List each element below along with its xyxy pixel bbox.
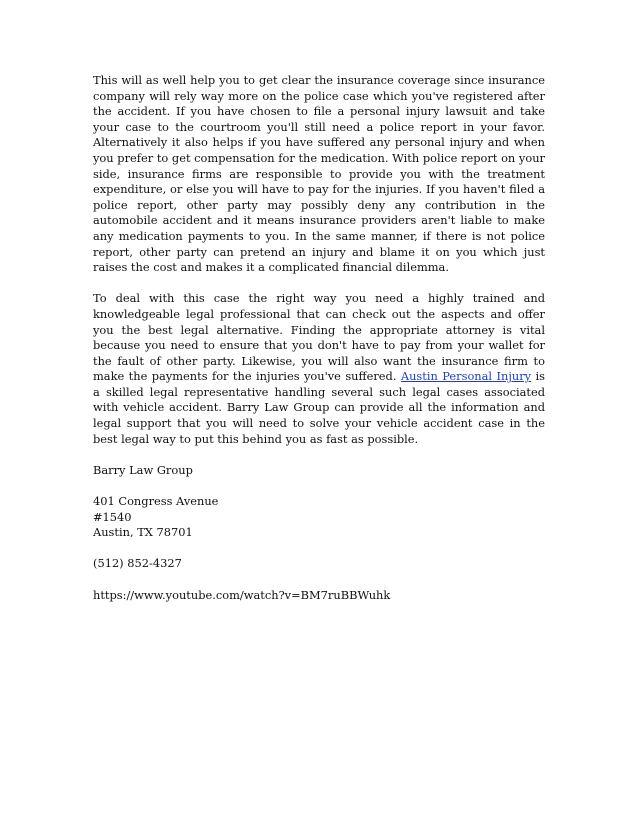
company-name: Barry Law Group bbox=[93, 462, 193, 477]
paragraph-police-report: This will as well help you to get clear the insurance coverage since insurance company will rely way more on the police case which you've registered after the accident. If you have chosen to file a personal injury lawsuit and take your case to the courtroom you'll still need a police report in your favor. Alternatively it also helps if you have suffered any personal injury and when you prefer to get compensation for the medication. With police report on your side, insurance firms are responsible to provide you with the treatment expenditure, or else you will have to pay for the injuries. If you haven't filed a police report, other party may possibly deny any contribution in the automobile accident and it means insurance providers aren't liable to make any medication payments to you. In the same manner, if there is not police report, other party can pretend an injury and blame it on you which just raises the cost and makes it a complicated financial dilemma. bbox=[93, 73, 545, 275]
phone-number: (512) 852-4327 bbox=[93, 556, 182, 571]
paragraph-text-after-link: is a skilled legal representative handling several such legal cases associated with vehicle accident. Barry Law Group can provide all the information and legal support that you will need to solve your vehicle accident case in the best legal way to put this behind you as fast as possible. bbox=[93, 369, 546, 446]
address-suite: #1540 bbox=[93, 509, 132, 524]
paragraph-legal-professional bbox=[93, 291, 545, 447]
austin-personal-injury-link[interactable]: Austin Personal Injury bbox=[400, 369, 532, 384]
paragraph-text-before-link: To deal with this case the right way you need a highly trained and knowledgeable legal professional that can check out the aspects and offer you the best legal alternative. Finding the appropriate attorney is vital because you need to ensure that you don't have to pay from your wallet for the fault of other party. Likewise, you will also want the insurance firm to make the payments for the injuries you've suffered. bbox=[93, 291, 545, 384]
document-page bbox=[93, 73, 545, 619]
address-city: Austin, TX 78701 bbox=[93, 525, 193, 540]
address-block bbox=[93, 494, 545, 541]
address-street: 401 Congress Avenue bbox=[93, 494, 219, 509]
video-url: https://www.youtube.com/watch?v=BM7ruBBWuhk bbox=[93, 587, 391, 602]
